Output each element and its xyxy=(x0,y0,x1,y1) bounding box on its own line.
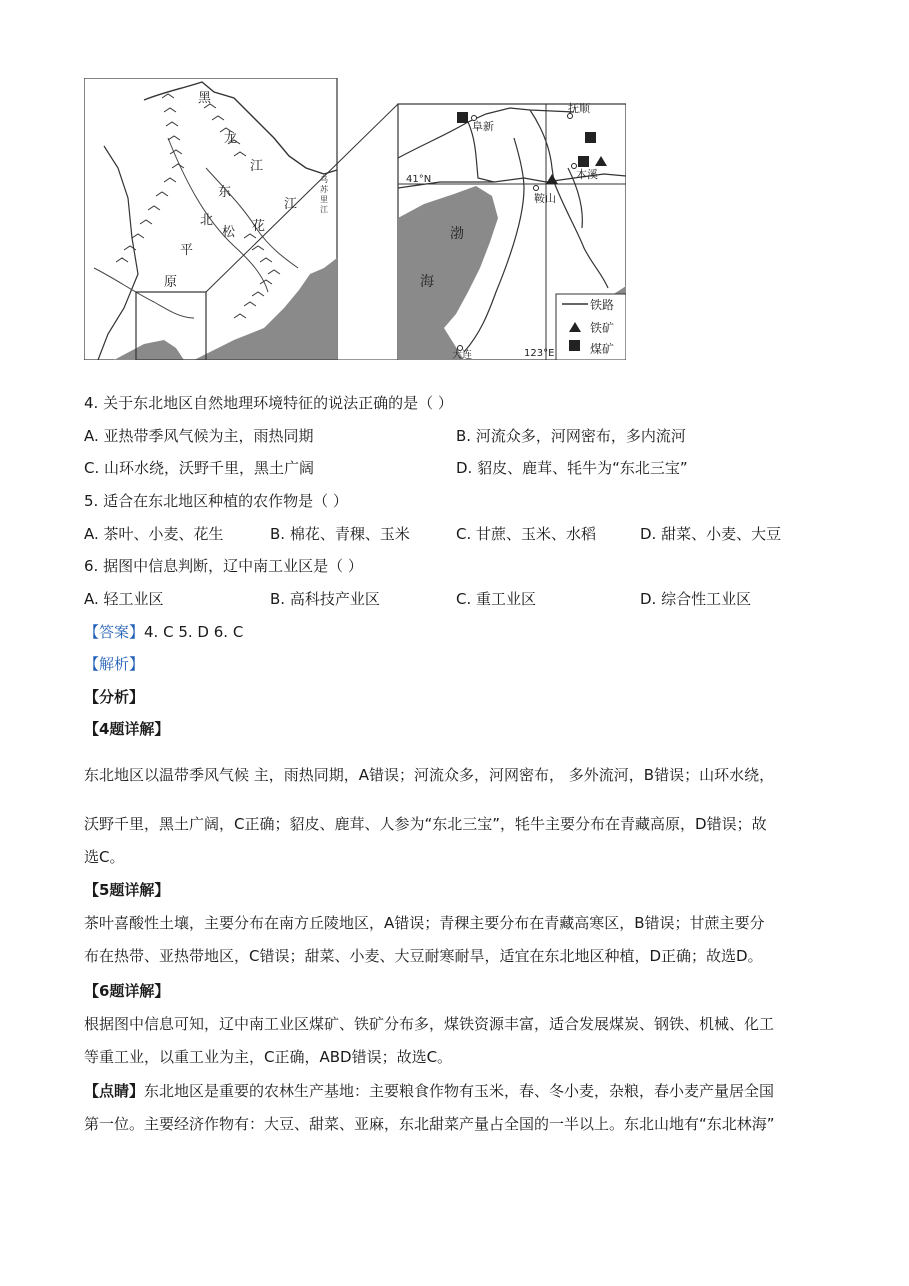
d6-line-1: 根据图中信息可知，辽中南工业区煤矿、铁矿分布多，煤铁资源丰富，适合发展煤炭、钢铁、机械、化工 xyxy=(84,1015,775,1033)
city-fushun: 抚顺 xyxy=(568,102,590,115)
northeast-map xyxy=(84,78,626,360)
q6-option-b: B. 高科技产业区 xyxy=(270,590,380,608)
label-jiang: 江 xyxy=(250,159,264,174)
answer-line xyxy=(84,621,243,643)
d6-label: 【6题详解】 xyxy=(84,982,170,1000)
d5-line-1: 茶叶喜酸性土壤，主要分布在南方丘陵地区，A错误；青稞主要分布在青藏高寒区，B错误；甘蔗主要分 xyxy=(84,914,765,932)
answer-text: 4. C 5. D 6. C xyxy=(144,623,244,641)
d5-line-2: 布在热带、亚热带地区，C错误；甜菜、小麦、大豆耐寒耐旱，适宜在东北地区种植，D正确；故选D。 xyxy=(84,947,763,965)
label-hua: 花 xyxy=(252,219,266,234)
dianjing-label: 【点睛】 xyxy=(84,1082,145,1100)
d4-line-2: 沃野千里，黑土广阔，C正确；貂皮、鹿茸、人参为“东北三宝”，牦牛主要分布在青藏高原，D错误；故 xyxy=(84,815,767,833)
dianjing-line-1 xyxy=(84,1080,832,1102)
q5-option-d: D. 甜菜、小麦、大豆 xyxy=(640,525,782,543)
q5-option-b: B. 棉花、青稞、玉米 xyxy=(270,525,410,543)
q4-option-b: B. 河流众多，河网密布，多内流河 xyxy=(456,427,686,445)
city-fuxin: 阜新 xyxy=(472,120,494,133)
label-ping: 平 xyxy=(180,243,194,258)
q4-stem: 4. 关于东北地区自然地理环境特征的说法正确的是（ ） xyxy=(84,394,453,412)
city-anshan: 鞍山 xyxy=(534,192,556,205)
coal-mine-benxi xyxy=(578,156,589,167)
city-benxi: 本溪 xyxy=(576,168,598,181)
lat-label: 41°N xyxy=(406,174,432,185)
dianjing-text-1: 东北地区是重要的农林生产基地：主要粮食作物有玉米，春、冬小麦，杂粮，春小麦产量居全国 xyxy=(144,1082,775,1100)
d4-line-3: 选C。 xyxy=(84,848,125,866)
legend-iron-label: 铁矿 xyxy=(590,321,615,335)
q4-option-a: A. 亚热带季风气候为主，雨热同期 xyxy=(84,427,314,445)
label-su: 苏 xyxy=(320,185,328,194)
sea-hai: 海 xyxy=(420,274,434,290)
d4-line-1: 东北地区以温带季风气候 主，雨热同期，A错误；河流众多，河网密布， 多外流河，B错误；山环水绕， xyxy=(84,766,775,784)
label-song: 松 xyxy=(222,225,236,240)
label-dong: 东 xyxy=(218,185,232,200)
answer-label: 【答案】 xyxy=(84,623,145,641)
q4-option-d: D. 貂皮、鹿茸、牦牛为“东北三宝” xyxy=(456,459,688,477)
d4-label: 【4题详解】 xyxy=(84,720,170,738)
coal-mine-fushun xyxy=(585,132,596,143)
fenxi-label: 【分析】 xyxy=(84,688,145,706)
label-hei: 黑 xyxy=(198,91,212,106)
legend-coal-label: 煤矿 xyxy=(590,342,615,356)
label-bei: 北 xyxy=(200,213,214,228)
map-figure xyxy=(84,78,626,360)
lon-label: 123°E xyxy=(524,348,555,359)
q5-stem: 5. 适合在东北地区种植的农作物是（ ） xyxy=(84,492,348,510)
q6-option-d: D. 综合性工业区 xyxy=(640,590,752,608)
label-yuan: 原 xyxy=(164,275,178,290)
label-songhua-jiang: 江 xyxy=(284,197,298,212)
legend-coal-icon xyxy=(569,340,580,351)
city-dalian: 大连 xyxy=(452,350,472,360)
label-wusuli-jiang: 江 xyxy=(320,205,328,214)
q4-option-c: C. 山环水绕，沃野千里，黑土广阔 xyxy=(84,459,315,477)
analysis-label: 【解析】 xyxy=(84,655,145,673)
coal-mine-fuxin xyxy=(457,112,468,123)
label-wu: 乌 xyxy=(320,175,328,184)
q5-option-c: C. 甘蔗、玉米、水稻 xyxy=(456,525,597,543)
q5-option-a: A. 茶叶、小麦、花生 xyxy=(84,525,224,543)
city-dot-anshan xyxy=(534,186,539,191)
legend-railway-label: 铁路 xyxy=(590,298,615,312)
d5-label: 【5题详解】 xyxy=(84,881,170,899)
q6-option-c: C. 重工业区 xyxy=(456,590,537,608)
label-li: 里 xyxy=(320,195,328,204)
q6-stem: 6. 据图中信息判断，辽中南工业区是（ ） xyxy=(84,557,363,575)
sea-bo: 渤 xyxy=(450,226,464,242)
dianjing-line-2: 第一位。主要经济作物有：大豆、甜菜、亚麻，东北甜菜产量占全国的一半以上。东北山地有“东北林海” xyxy=(84,1115,775,1133)
label-long: 龙 xyxy=(224,131,238,146)
q6-option-a: A. 轻工业区 xyxy=(84,590,164,608)
d6-line-2: 等重工业，以重工业为主，C正确，ABD错误；故选C。 xyxy=(84,1048,453,1066)
